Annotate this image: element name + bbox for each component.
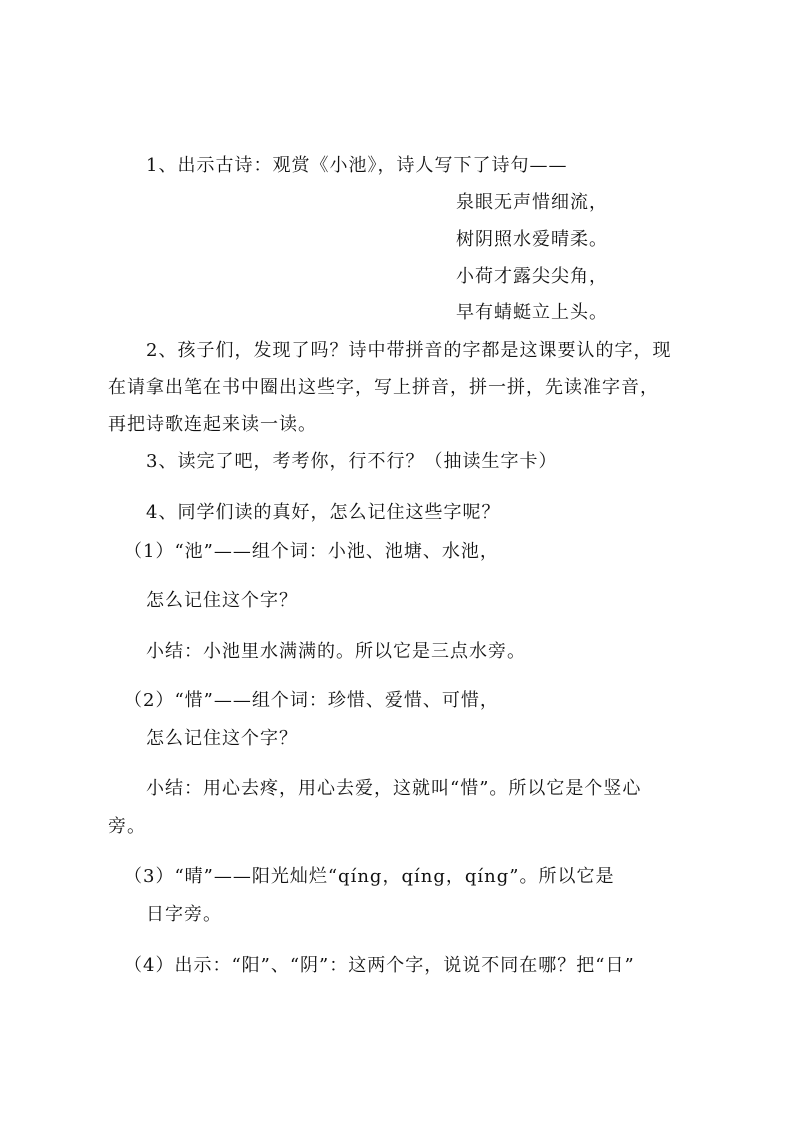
item-4-yang-yin: （4）出示：“阳”、“阴”：这两个字，说说不同在哪？把“日”: [124, 955, 635, 976]
step-2-line-1: 2、孩子们，发现了吗？诗中带拼音的字都是这课要认的字，现: [146, 340, 672, 361]
step-2-line-2: 在请拿出笔在书中圈出这些字，写上拼音，拼一拼，先读准字音，: [108, 377, 659, 398]
step-1-show-poem: 1、出示古诗：观赏《小池》，诗人写下了诗句——: [146, 155, 568, 176]
item-1-summary: 小结：小池里水满满的。所以它是三点水旁。: [146, 641, 526, 662]
step-2-line-3: 再把诗歌连起来读一读。: [108, 414, 317, 435]
step-4: 4、同学们读的真好，怎么记住这些字呢？: [146, 502, 501, 523]
item-2-summary: 小结：用心去疼，用心去爱，这就叫“惜”。所以它是个竖心: [146, 778, 642, 799]
poem-line-1: 泉眼无声惜细流，: [456, 192, 608, 213]
poem-line-3: 小荷才露尖尖角，: [456, 266, 608, 287]
step-3: 3、读完了吧，考考你，行不行？（抽读生字卡）: [146, 451, 558, 472]
item-2-question: 怎么记住这个字？: [146, 728, 298, 749]
item-2-xi: （2）“惜”——组个词：珍惜、爱惜、可惜，: [124, 690, 499, 711]
item-1-question: 怎么记住这个字？: [146, 590, 298, 611]
item-1-chi: （1）“池”——组个词：小池、池塘、水池，: [124, 541, 499, 562]
item-3-qing: （3）“晴”——阳光灿烂“qíng，qíng，qíng”。所以它是: [124, 866, 615, 887]
poem-line-2: 树阴照水爱晴柔。: [456, 229, 608, 250]
poem-line-4: 早有蜻蜓立上头。: [456, 302, 608, 323]
item-3-cont: 日字旁。: [146, 904, 222, 925]
item-2-summary-cont: 旁。: [108, 816, 146, 837]
